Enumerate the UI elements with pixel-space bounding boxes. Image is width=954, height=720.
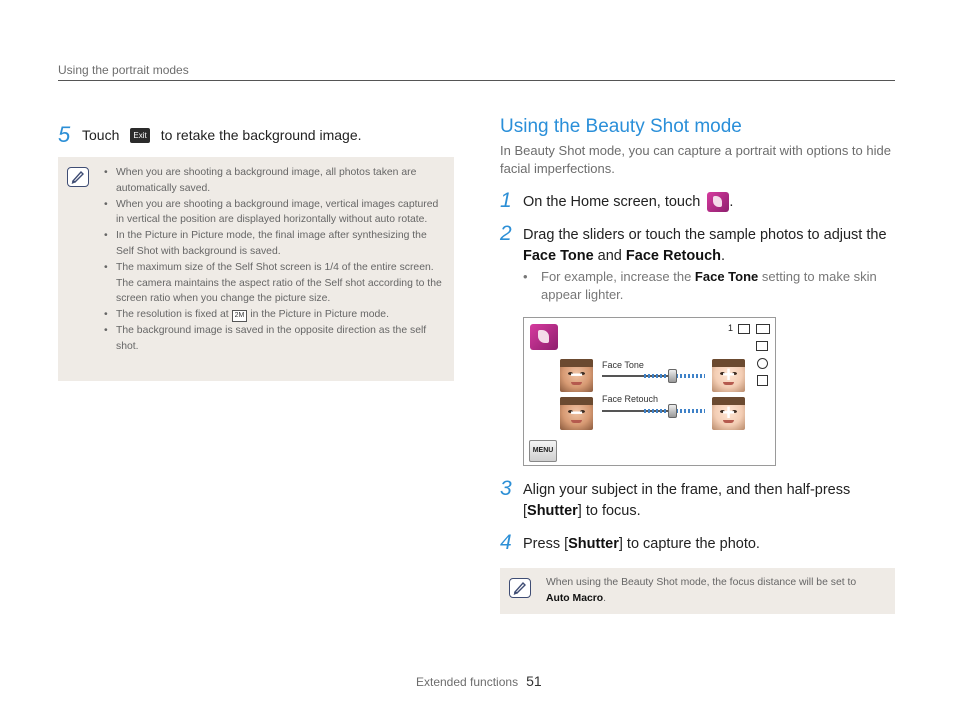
step-number: 4 <box>500 531 512 554</box>
flash-off-icon <box>757 358 768 369</box>
face-tone-term: Face Tone <box>523 248 594 264</box>
note-pencil-icon <box>509 578 531 598</box>
menu-button[interactable]: MENU <box>529 440 557 462</box>
note-end: . <box>603 593 607 604</box>
section-intro: In Beauty Shot mode, you can capture a portrait with options to hide facial imperfections. <box>500 143 891 176</box>
slider-knob[interactable] <box>668 404 677 418</box>
note-pencil-icon <box>67 167 89 187</box>
step-text-mid: and <box>597 248 622 264</box>
plus-icon: + <box>722 362 735 387</box>
photo-size-icon <box>756 341 768 351</box>
note-list <box>104 165 444 355</box>
camera-screen <box>523 317 776 466</box>
step-2-example <box>523 268 893 304</box>
note-box <box>58 157 454 381</box>
step-number: 3 <box>500 477 512 500</box>
face-retouch-slider[interactable] <box>602 404 705 418</box>
note-item: • In the Picture in Picture mode, the final image after synthesizing the Self Shot with background is saved. <box>104 228 444 259</box>
step-number: 5 <box>58 122 71 147</box>
step-text-post: to retake the background image. <box>160 127 362 143</box>
face-detection-icon <box>757 375 768 386</box>
minus-icon: − <box>570 400 583 425</box>
auto-macro-term: Auto Macro <box>546 593 604 604</box>
running-header: Using the portrait modes <box>58 63 189 77</box>
step-text-pre: Touch <box>82 127 120 143</box>
note-item: • The background image is saved in the opposite direction as the self shot. <box>104 323 444 354</box>
note-res-post: in the Picture in Picture mode. <box>250 309 389 321</box>
example-post: setting to make skin appear lighter. <box>541 269 877 302</box>
resolution-indicator-icon <box>738 324 750 334</box>
face-retouch-term: Face Retouch <box>625 248 721 264</box>
face-retouch-plus-photo[interactable] <box>712 397 745 430</box>
footer-section: Extended functions <box>416 675 519 689</box>
step-3 <box>500 477 890 522</box>
face-tone-label: Face Tone <box>602 360 644 370</box>
step-number: 1 <box>500 189 512 212</box>
face-retouch-label: Face Retouch <box>602 394 659 404</box>
plus-icon: + <box>722 400 735 425</box>
shot-count: 1 <box>728 323 734 333</box>
note-res-pre: The resolution is fixed at <box>116 309 229 321</box>
beauty-shot-mode-icon[interactable] <box>530 324 558 350</box>
page-footer <box>416 673 542 689</box>
note-text <box>546 575 886 607</box>
exit-icon: Exit <box>130 128 149 143</box>
step-text-pre: Press [ <box>523 536 569 552</box>
step-text-post: ] to capture the photo. <box>618 536 760 552</box>
step-text-pre: Align your subject in the frame, and then half-press [ <box>523 482 851 519</box>
step-text-end: . <box>721 248 726 264</box>
step-number: 2 <box>500 222 512 245</box>
step-1 <box>500 189 890 213</box>
note-body: When using the Beauty Shot mode, the focus distance will be set to <box>546 577 857 588</box>
step-text-pre: Drag the sliders or touch the sample photos to adjust the <box>523 227 887 243</box>
face-tone-plus-photo[interactable] <box>712 359 745 392</box>
face-tone-minus-photo[interactable] <box>560 359 593 392</box>
minus-icon: − <box>570 362 583 387</box>
note-item: • When you are shooting a background image, vertical images captured in vertical the position are displayed horizontally without auto rotate. <box>104 197 444 228</box>
note-item: • The maximum size of the Self Shot screen is 1/4 of the entire screen. The camera maintains the aspect ratio of the Self shot according to the screen ratio when you change the picture size. <box>104 260 444 307</box>
face-retouch-minus-photo[interactable] <box>560 397 593 430</box>
step-5 <box>58 122 362 148</box>
face-tone-slider[interactable] <box>602 369 705 383</box>
shutter-term: Shutter <box>527 503 578 519</box>
note-item: • When you are shooting a background image, all photos taken are automatically saved. <box>104 165 444 196</box>
note-box <box>500 568 895 614</box>
page-number: 51 <box>526 673 542 689</box>
note-item <box>104 307 444 323</box>
step-text-post: ] to focus. <box>577 503 641 519</box>
battery-icon <box>756 324 770 334</box>
step-text: On the Home screen, touch <box>523 194 701 210</box>
example-pre: For example, increase the <box>541 269 692 284</box>
step-4 <box>500 531 890 555</box>
resolution-icon: 2M <box>232 310 248 322</box>
beauty-shot-mode-icon <box>707 192 729 212</box>
step-text-end: . <box>729 194 734 210</box>
slider-knob[interactable] <box>668 369 677 383</box>
header-rule <box>58 80 895 81</box>
shutter-term: Shutter <box>568 536 619 552</box>
face-tone-term: Face Tone <box>694 269 759 284</box>
section-title: Using the Beauty Shot mode <box>500 116 742 137</box>
step-2 <box>500 222 890 267</box>
